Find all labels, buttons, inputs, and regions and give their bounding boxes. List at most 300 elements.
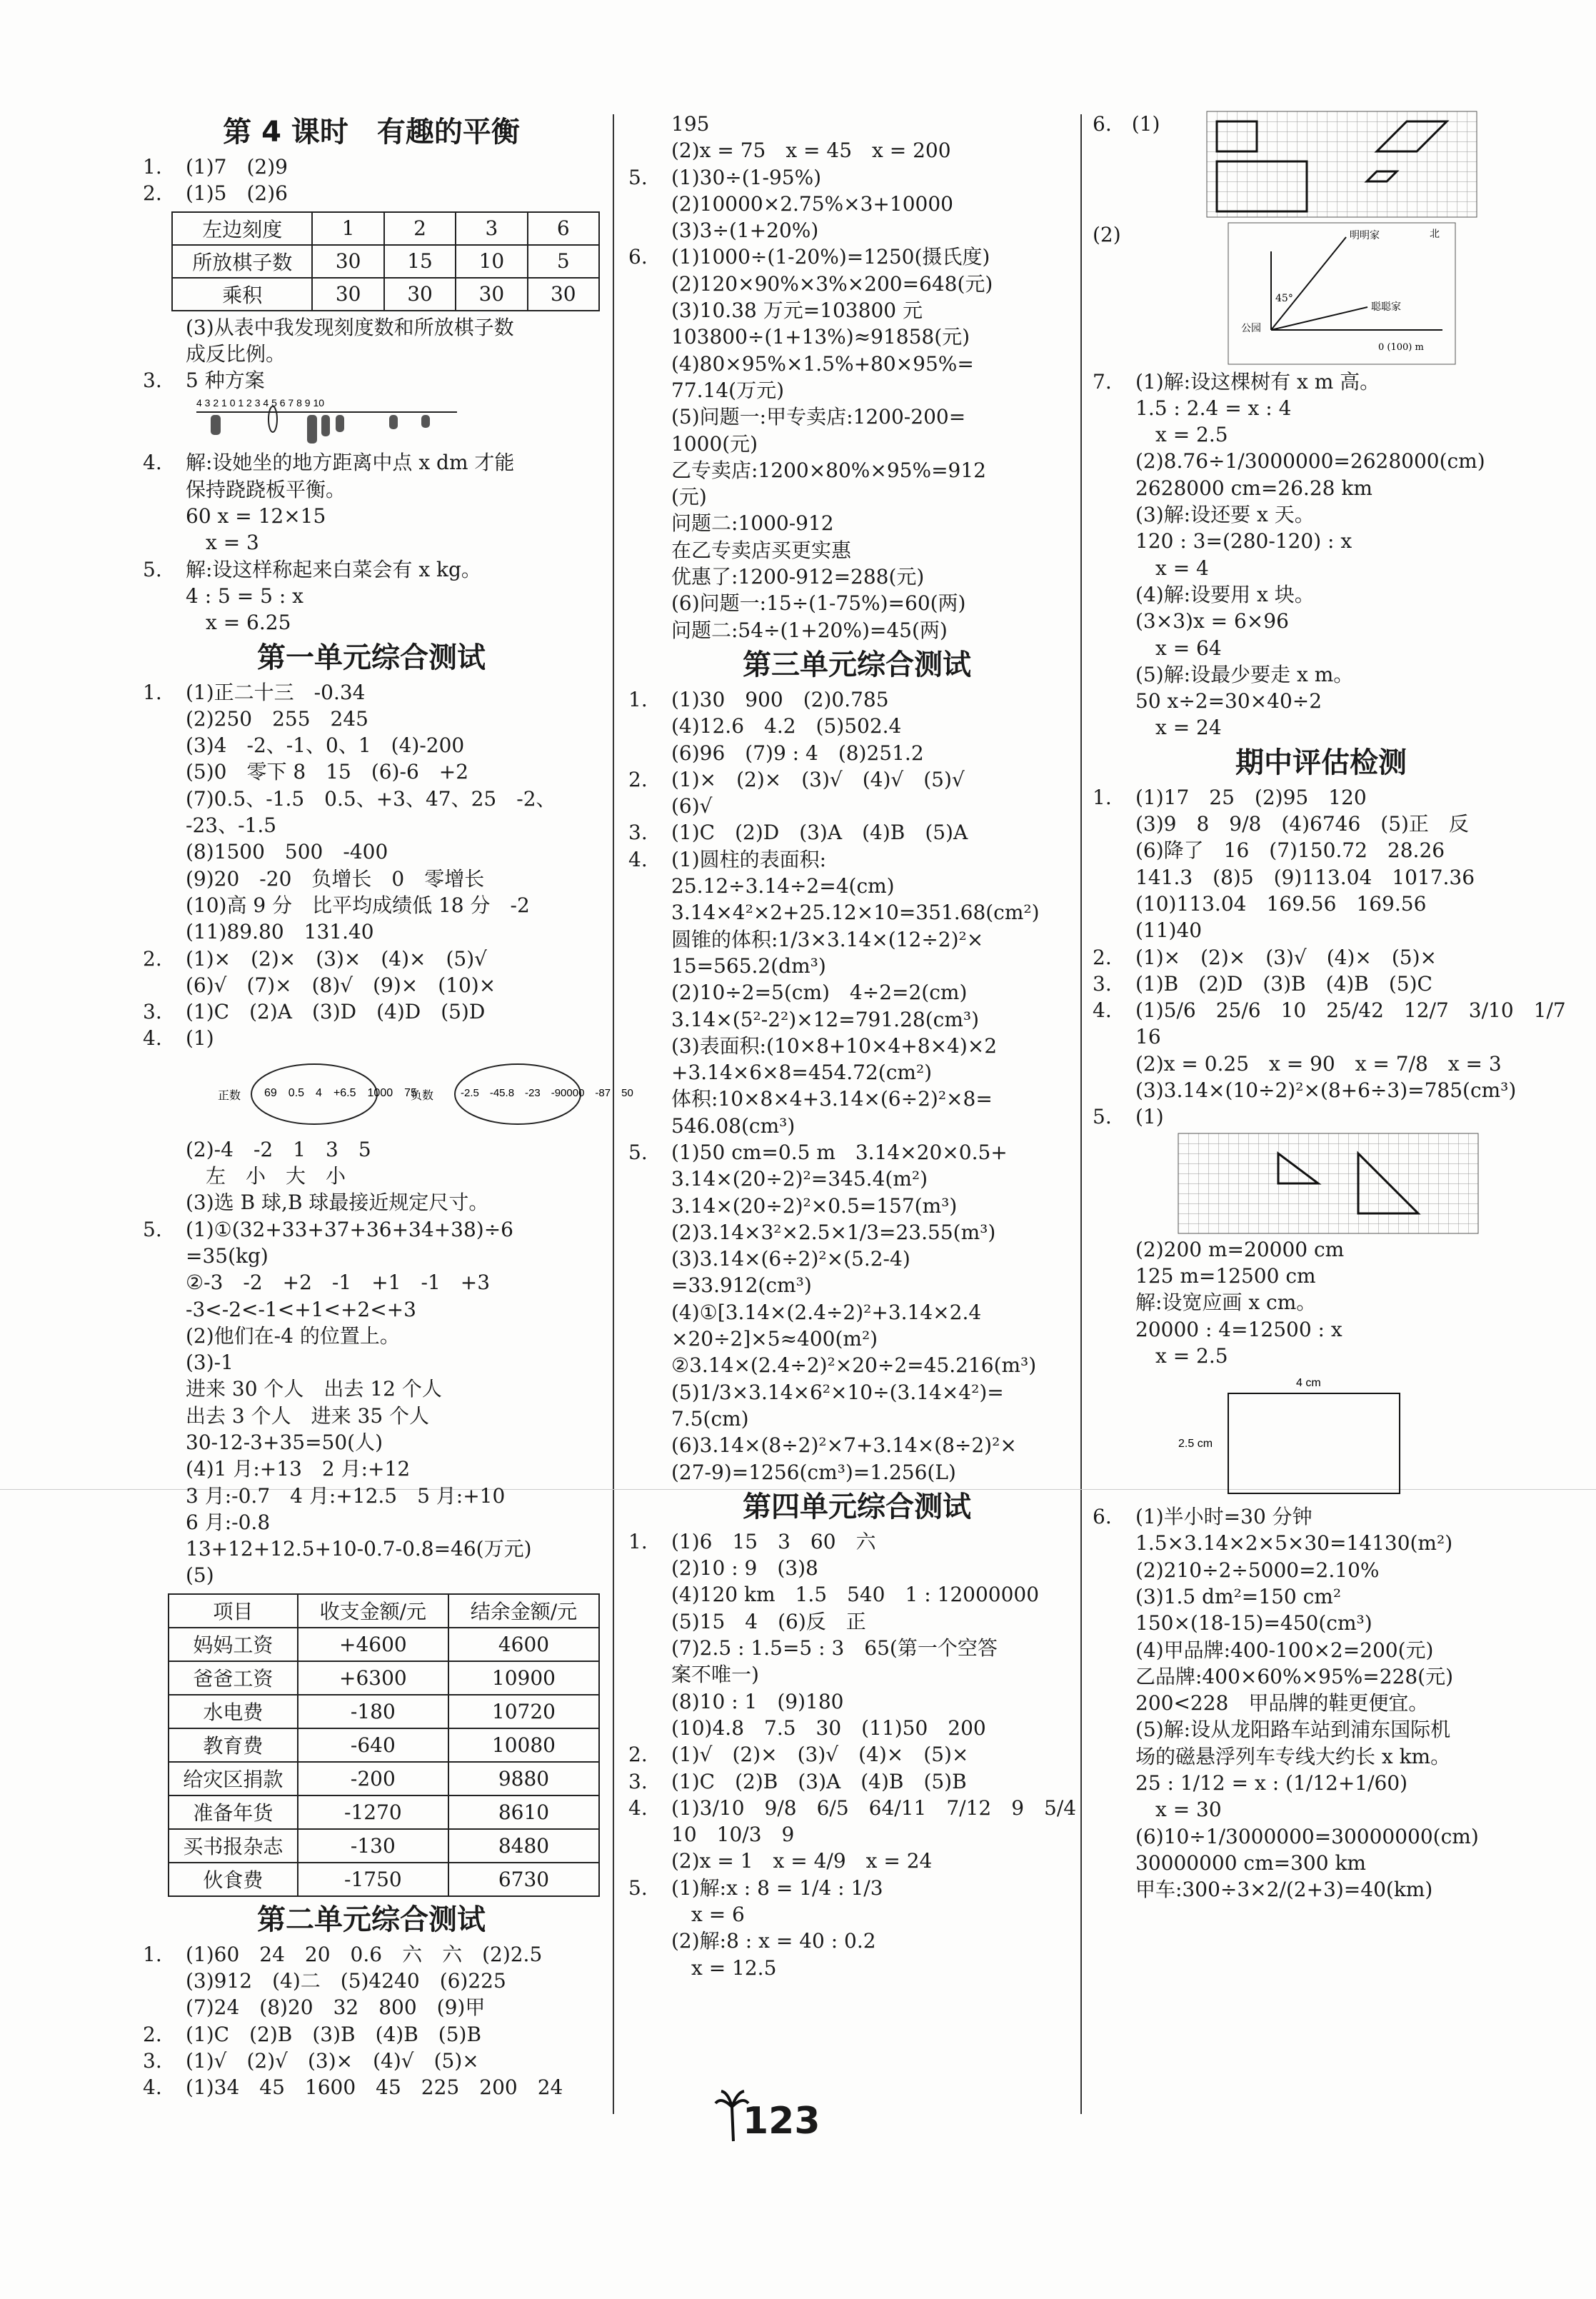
answer-line xyxy=(628,899,1085,926)
answer-text: (2)10 : 9 (3)8 xyxy=(671,1556,818,1581)
answer-text: 141.3 (8)5 (9)113.04 1017.36 xyxy=(1135,865,1475,889)
answer-text: 50 x÷2=30×40÷2 xyxy=(1135,689,1323,713)
answer-block xyxy=(143,1136,600,1589)
answer-block xyxy=(1093,1503,1550,1903)
answer-text: (3×3)x = 6×96 xyxy=(1135,609,1289,633)
answer-line xyxy=(628,1635,1085,1661)
answer-line xyxy=(1093,1077,1550,1103)
answer-line xyxy=(628,1821,1085,1848)
table-cell: 3 xyxy=(456,212,527,245)
answer-line xyxy=(1093,1316,1550,1343)
answer-text: 15=565.2(dm³) xyxy=(671,953,826,978)
page-number: 123 xyxy=(743,2100,820,2143)
answer-line xyxy=(628,297,1085,324)
table-row xyxy=(169,1661,599,1695)
answer-line xyxy=(628,793,1085,819)
table-cell: +6300 xyxy=(298,1661,448,1695)
answer-text: (1) xyxy=(1135,1105,1164,1129)
map-label-angle: 45° xyxy=(1275,292,1293,304)
answer-line xyxy=(628,740,1085,766)
answer-line xyxy=(1093,395,1550,421)
answer-text: (5)15 4 (6)反 正 xyxy=(671,1609,866,1633)
answer-text: (1)①(32+33+37+36+34+38)÷6 xyxy=(186,1217,513,1241)
answer-line xyxy=(628,1166,1085,1192)
answer-text: (5)解:设最少要走 x m。 xyxy=(1135,662,1354,686)
answer-text: (1)7 (2)9 xyxy=(186,155,288,179)
table-cell: -1270 xyxy=(298,1795,448,1829)
answer-text: 6 月:-0.8 xyxy=(186,1510,271,1534)
answer-line xyxy=(628,1848,1085,1874)
answer-line xyxy=(628,1688,1085,1715)
answer-line xyxy=(143,706,600,732)
map-label-cong: 聪聪家 xyxy=(1371,301,1401,313)
answer-text: x = 4 xyxy=(1135,556,1209,580)
answer-text: (1)60 24 20 0.6 六 六 (2)2.5 xyxy=(186,1942,543,1966)
answer-line xyxy=(628,164,1085,191)
midterm-title: 期中评估检测 xyxy=(1235,746,1407,779)
grid-shapes-diagram xyxy=(1207,111,1478,219)
answer-line xyxy=(628,1955,1085,1981)
item-number: 5. xyxy=(143,1217,162,1241)
answer-line xyxy=(628,1326,1085,1352)
answer-text: ②-3 -2 +2 -1 +1 -1 +3 xyxy=(186,1271,491,1295)
column-divider-left xyxy=(613,114,614,2114)
answer-text: (3)1.5 dm²=150 cm² xyxy=(1135,1584,1342,1608)
answer-text: (6)3.14×(8÷2)²×7+3.14×(8÷2)²× xyxy=(671,1433,1017,1458)
answer-text: (6)10÷1/3000000=30000000(cm) xyxy=(1135,1824,1479,1848)
table-row xyxy=(169,1795,599,1829)
answer-line xyxy=(143,609,600,636)
grid-shapes-figure xyxy=(1207,111,1550,219)
answer-line xyxy=(628,1033,1085,1059)
answer-line xyxy=(143,1456,600,1482)
item-number: 1. xyxy=(1093,785,1112,809)
answer-line xyxy=(628,1555,1085,1581)
table-cell: -130 xyxy=(298,1829,448,1863)
answer-line xyxy=(1093,1796,1550,1823)
answer-text: (1)C (2)A (3)D (4)D (5)D xyxy=(186,1000,486,1024)
answer-line xyxy=(628,1795,1085,1821)
item-number: 3. xyxy=(143,1000,162,1024)
answer-line xyxy=(628,1113,1085,1139)
answer-text: 13+12+12.5+10-0.7-0.8=46(万元) xyxy=(186,1537,532,1561)
answer-line xyxy=(1093,811,1550,837)
answer-text: (2)3.14×3²×2.5×1/3=23.55(m³) xyxy=(671,1220,996,1244)
answer-line xyxy=(628,1272,1085,1298)
answer-text: 在乙专卖店买更实惠 xyxy=(671,538,852,562)
answer-line xyxy=(628,1459,1085,1486)
answer-text: (11)40 xyxy=(1135,918,1203,943)
answer-line xyxy=(143,1968,600,1994)
answer-text: (4)12.6 4.2 (5)502.4 xyxy=(671,714,902,738)
answer-text: (1)30 900 (2)0.785 xyxy=(671,687,889,711)
item-number: 1. xyxy=(628,1529,648,1553)
ruler-scale-labels: 4 3 2 1 0 1 2 3 4 5 6 7 8 9 10 xyxy=(196,397,325,409)
answer-line xyxy=(143,503,600,529)
answer-text: x = 64 xyxy=(1135,636,1222,660)
table-row xyxy=(169,1628,599,1661)
answer-line xyxy=(628,617,1085,643)
answer-text: 200<228 甲品牌的鞋更便宜。 xyxy=(1135,1691,1429,1716)
item-number: 2. xyxy=(143,181,162,206)
answer-block xyxy=(628,111,1085,643)
item-number: 4. xyxy=(628,847,648,871)
answer-line xyxy=(628,1741,1085,1768)
answer-text: (1)30÷(1-95%) xyxy=(671,165,822,189)
item6-2-label: (2) xyxy=(1093,223,1121,247)
answer-text: 圆锥的体积:1/3×3.14×(12÷2)²× xyxy=(671,927,984,951)
answer-line xyxy=(1093,555,1550,581)
item-number: 5. xyxy=(628,1140,648,1164)
answer-line xyxy=(628,431,1085,457)
answer-line xyxy=(1093,837,1550,863)
table-cell: 10900 xyxy=(448,1661,599,1695)
number-sets-figure xyxy=(143,1055,633,1133)
answer-line xyxy=(1093,661,1550,688)
table-row xyxy=(169,1829,599,1863)
answer-text: -23、-1.5 xyxy=(186,813,277,838)
answer-line xyxy=(143,679,600,706)
answer-text: (5)问题一:甲专卖店:1200-200= xyxy=(671,405,966,429)
table-cell: 10 xyxy=(456,245,527,278)
item-number: 4. xyxy=(143,2075,162,2100)
answer-text: (1)圆柱的表面积: xyxy=(671,847,827,871)
answer-line xyxy=(1093,784,1550,811)
answer-text: (5)0 零下 8 15 (6)-6 +2 xyxy=(186,760,469,784)
answer-text: (1)解:x : 8 = 1/4 : 1/3 xyxy=(671,1875,883,1900)
answer-line xyxy=(628,1299,1085,1326)
answer-text: (4)解:设要用 x 块。 xyxy=(1135,582,1315,606)
answer-text: x = 24 xyxy=(1135,716,1222,740)
answer-line xyxy=(628,510,1085,536)
table-row xyxy=(169,1863,599,1896)
answer-line xyxy=(628,1086,1085,1112)
answer-line xyxy=(1093,1850,1550,1876)
answer-block xyxy=(143,679,600,1052)
answer-text: (1)解:设这棵树有 x m 高。 xyxy=(1135,369,1380,394)
item-number: 2. xyxy=(628,1743,648,1767)
answer-line xyxy=(1093,1610,1550,1636)
answer-line xyxy=(143,367,600,394)
answer-text: 2628000 cm=26.28 km xyxy=(1135,476,1372,500)
answer-line xyxy=(1093,971,1550,997)
answer-line xyxy=(1093,1663,1550,1690)
answer-line xyxy=(628,1352,1085,1378)
answer-text: (11)89.80 131.40 xyxy=(186,920,374,944)
answer-text: 125 m=12500 cm xyxy=(1135,1263,1316,1288)
answer-text: (1) xyxy=(186,1026,214,1051)
table-cell: 30 xyxy=(312,278,383,311)
answer-line xyxy=(628,1006,1085,1033)
answer-line xyxy=(143,732,600,758)
answer-line xyxy=(143,1296,600,1323)
answer-line xyxy=(143,1243,600,1269)
answer-text: (1)6 15 3 60 六 xyxy=(671,1529,876,1553)
section-title-lesson4: 第 4 课时 有趣的平衡 xyxy=(223,116,520,149)
answer-line xyxy=(628,244,1085,270)
answer-text: (6)问题一:15÷(1-75%)=60(两) xyxy=(671,591,966,616)
column-3 xyxy=(1093,111,1566,1903)
answer-line xyxy=(143,1323,600,1349)
answer-text: (1)34 45 1600 45 225 200 24 xyxy=(186,2075,563,2100)
answer-block xyxy=(1093,369,1550,741)
answer-text: (3)10.38 万元=103800 元 xyxy=(671,299,923,323)
answer-text: (1)5/6 25/6 10 25/42 12/7 3/10 1/7 xyxy=(1135,998,1566,1023)
answer-text: (3)3÷(1+20%) xyxy=(671,219,819,243)
answer-text: (1)C (2)D (3)A (4)B (5)A xyxy=(671,821,968,845)
answer-text: (3)选 B 球,B 球最接近规定尺寸。 xyxy=(186,1191,489,1215)
answer-line xyxy=(628,377,1085,404)
answer-text: (7)2.5 : 1.5=5 : 3 65(第一个空答 xyxy=(671,1636,998,1661)
answer-text: (8)10 : 1 (9)180 xyxy=(671,1689,844,1713)
answer-text: (5) xyxy=(186,1563,214,1588)
answer-line xyxy=(143,1216,600,1243)
item-number: 5. xyxy=(143,557,162,581)
answer-line xyxy=(1093,448,1550,474)
answer-text: (7)0.5、-1.5 0.5、+3、47、25 -2、 xyxy=(186,786,556,811)
answer-text: (7)24 (8)20 32 800 (9)甲 xyxy=(186,1995,486,2020)
triangle-grid-figure xyxy=(1178,1133,1550,1233)
answer-line xyxy=(1093,1716,1550,1743)
answer-text: (1)√ (2)× (3)√ (4)× (5)× xyxy=(671,1743,969,1767)
answer-text: (3)从表中我发现刻度数和所放棋子数 xyxy=(186,315,514,339)
item-number: 2. xyxy=(143,946,162,971)
answer-line xyxy=(1093,1503,1550,1530)
answer-text: 60 x = 12×15 xyxy=(186,504,326,529)
item-number: 5. xyxy=(628,1875,648,1900)
table-row xyxy=(169,1594,599,1628)
table-row xyxy=(169,1695,599,1728)
answer-line xyxy=(1093,1343,1550,1369)
item-number: 1. xyxy=(143,680,162,704)
answer-line xyxy=(628,217,1085,244)
answer-line xyxy=(628,271,1085,297)
answer-text: (1)17 25 (2)95 120 xyxy=(1135,785,1367,809)
answer-block xyxy=(143,1941,600,2101)
rectangle-diagram xyxy=(1157,1372,1457,1501)
answer-text: (5)解:设从龙阳路车站到浦东国际机 xyxy=(1135,1718,1451,1742)
answer-text: ×20÷2]×5≈400(m²) xyxy=(671,1327,878,1351)
answer-line xyxy=(143,180,600,206)
answer-text: (2)x = 75 x = 45 x = 200 xyxy=(671,139,951,163)
answer-line xyxy=(143,998,600,1025)
answer-text: (2)x = 1 x = 4/9 x = 24 xyxy=(671,1849,933,1873)
answer-text: (3)-1 xyxy=(186,1351,234,1375)
answer-line xyxy=(628,324,1085,350)
table-row xyxy=(169,1728,599,1762)
answer-text: (2)解:8 : x = 40 : 0.2 xyxy=(671,1929,876,1953)
answer-text: (1)× (2)× (3)√ (4)× (5)× xyxy=(1135,945,1437,969)
answer-text: (4)甲品牌:400-100×2=200(元) xyxy=(1135,1638,1434,1662)
answer-line xyxy=(143,786,600,812)
answer-line xyxy=(1093,1236,1550,1263)
answer-line xyxy=(628,537,1085,564)
rect-width-label: 4 cm xyxy=(1296,1377,1321,1390)
item-number: 1. xyxy=(143,1942,162,1966)
table-cell: 5 xyxy=(528,245,599,278)
answer-text: (3)9 8 9/8 (4)6746 (5)正 反 xyxy=(1135,812,1469,836)
answer-text: x = 6.25 xyxy=(186,611,291,635)
answer-block xyxy=(143,449,600,636)
item-number: 2. xyxy=(628,767,648,791)
answer-text: 77.14(万元) xyxy=(671,378,785,402)
answer-text: ②3.14×(2.4÷2)²×20÷2=45.216(m³) xyxy=(671,1353,1037,1378)
answer-text: (1)3/10 9/8 6/5 64/11 7/12 9 5/4 xyxy=(671,1795,1077,1820)
answer-text: 30000000 cm=300 km xyxy=(1135,1850,1366,1875)
table-cell: 准备年货 xyxy=(169,1795,298,1829)
table-row xyxy=(172,278,599,311)
answer-line xyxy=(1093,1103,1550,1130)
answer-text: (3)3.14×(6÷2)²×(5.2-4) xyxy=(671,1247,910,1271)
answer-line xyxy=(628,1246,1085,1272)
answer-text: 保持跷跷板平衡。 xyxy=(186,477,346,501)
answer-line xyxy=(1093,1690,1550,1716)
item-number: 3. xyxy=(1093,971,1112,996)
answer-line xyxy=(143,1941,600,1968)
answer-text: (2)120×90%×3%×200=648(元) xyxy=(671,271,993,296)
table-cell: 6730 xyxy=(448,1863,599,1896)
ruler-figure xyxy=(193,396,600,446)
answer-text: 问题二:54÷(1+20%)=45(两) xyxy=(671,618,948,642)
answer-line xyxy=(628,111,1085,137)
answer-block xyxy=(1093,784,1566,1131)
answer-text: (4)80×95%×1.5%+80×95%= xyxy=(671,351,974,376)
answer-text: (4)120 km 1.5 540 1 : 12000000 xyxy=(671,1583,1040,1607)
answer-text: (10)高 9 分 比平均成绩低 18 分 -2 xyxy=(186,893,530,917)
number-sets-diagram xyxy=(143,1055,633,1133)
answer-block xyxy=(143,154,600,207)
item-number: 4. xyxy=(628,1795,648,1820)
answer-line xyxy=(143,1483,600,1509)
answer-text: 4 : 5 = 5 : x xyxy=(186,583,303,608)
answer-text: =33.912(cm³) xyxy=(671,1273,812,1298)
table-cell: 9880 xyxy=(448,1762,599,1795)
item-number: 3. xyxy=(628,821,648,845)
table-cell: -200 xyxy=(298,1762,448,1795)
table-cell: 给灾区捐款 xyxy=(169,1762,298,1795)
answer-line xyxy=(1093,421,1550,448)
answer-text: (1)C (2)B (3)A (4)B (5)B xyxy=(671,1769,967,1793)
answer-text: 乙品牌:400×60%×95%=228(元) xyxy=(1135,1664,1454,1688)
table-cell: -640 xyxy=(298,1728,448,1762)
rectangle-figure xyxy=(1157,1372,1550,1501)
answer-text: 解:设她坐的地方距离中点 x dm 才能 xyxy=(186,451,515,475)
unit4-title: 第四单元综合测试 xyxy=(743,1490,971,1523)
answer-text: x = 3 xyxy=(186,531,259,555)
table-cell: 1 xyxy=(312,212,383,245)
answer-line xyxy=(1093,944,1550,971)
answer-text: 场的磁悬浮列车专线大约长 x km。 xyxy=(1135,1744,1451,1768)
answer-text: x = 30 xyxy=(1135,1798,1222,1822)
answer-line xyxy=(143,1403,600,1429)
answer-line xyxy=(1093,917,1550,943)
answer-line xyxy=(628,819,1085,846)
answer-text: (6)96 (7)9 : 4 (8)251.2 xyxy=(671,741,924,765)
answer-line xyxy=(143,866,600,892)
money-table xyxy=(168,1593,600,1897)
answer-text: (3)3.14×(10÷2)²×(8+6÷3)=785(cm³) xyxy=(1135,1078,1517,1103)
item-number: 5. xyxy=(1093,1105,1112,1129)
answer-text: 问题二:1000-912 xyxy=(671,511,834,536)
answer-line xyxy=(143,918,600,945)
map-label-scale: 0 (100) m xyxy=(1378,341,1424,353)
answer-text: 优惠了:1200-912=288(元) xyxy=(671,565,925,589)
answer-text: 3.14×4²×2+25.12×10=351.68(cm²) xyxy=(671,901,1040,925)
answer-line xyxy=(628,686,1085,713)
answer-block xyxy=(628,1528,1085,1981)
answer-text: (1)× (2)× (3)√ (4)√ (5)√ xyxy=(671,767,965,791)
answer-text: (3)解:设还要 x 天。 xyxy=(1135,503,1315,527)
item-number: 4. xyxy=(143,451,162,475)
column-1 xyxy=(143,111,633,2101)
answer-line xyxy=(1093,1051,1550,1077)
answer-line xyxy=(1093,501,1550,528)
table-cell: -180 xyxy=(298,1695,448,1728)
answer-text: (10)113.04 169.56 169.56 xyxy=(1135,891,1427,916)
item-number: 4. xyxy=(143,1026,162,1051)
answer-line xyxy=(628,484,1085,510)
answer-line xyxy=(628,1768,1085,1795)
answer-text: 案不唯一) xyxy=(671,1663,759,1687)
answer-text: (1)50 cm=0.5 m 3.14×20×0.5+ xyxy=(671,1140,1008,1164)
answer-text: 16 xyxy=(1135,1025,1161,1049)
answer-line xyxy=(143,476,600,503)
table-cell: 6 xyxy=(528,212,599,245)
answer-text: (10)4.8 7.5 30 (11)50 200 xyxy=(671,1716,986,1740)
answer-line xyxy=(628,1219,1085,1246)
answer-text: (5)1/3×3.14×6²×10÷(3.14×4²)= xyxy=(671,1380,1004,1404)
answer-line xyxy=(143,1994,600,2020)
answer-text: =35(kg) xyxy=(186,1243,268,1268)
answer-line xyxy=(143,1429,600,1456)
answer-text: +3.14×6×8=454.72(cm²) xyxy=(671,1061,933,1085)
answer-line xyxy=(628,1661,1085,1688)
answer-text: (1)5 (2)6 xyxy=(186,181,288,206)
answer-line xyxy=(143,1136,600,1163)
answer-text: (1)半小时=30 分钟 xyxy=(1135,1505,1313,1529)
item-number: 1. xyxy=(628,687,648,711)
answer-line xyxy=(628,1139,1085,1166)
answer-line xyxy=(1093,1289,1550,1316)
answer-line xyxy=(143,583,600,609)
answer-text: x = 2.5 xyxy=(1135,1343,1228,1368)
unit1-title: 第一单元综合测试 xyxy=(257,641,486,674)
table-cell: 妈妈工资 xyxy=(169,1628,298,1661)
answer-line xyxy=(1093,528,1550,554)
answer-line xyxy=(143,812,600,838)
answer-line xyxy=(628,953,1085,979)
answer-text: (元) xyxy=(671,485,707,509)
answer-text: 左 小 大 小 xyxy=(186,1164,346,1188)
table-cell: 伙食费 xyxy=(169,1863,298,1896)
answer-line xyxy=(143,1163,600,1189)
answer-text: (1)C (2)B (3)B (4)B (5)B xyxy=(186,2022,482,2046)
answer-line xyxy=(1093,891,1550,917)
answer-line xyxy=(143,838,600,865)
answer-line xyxy=(143,1376,600,1402)
table-row xyxy=(172,245,599,278)
answer-line xyxy=(628,766,1085,793)
answer-line xyxy=(143,529,600,556)
map-diagram xyxy=(1228,223,1457,366)
answer-line xyxy=(143,972,600,998)
answer-line xyxy=(628,457,1085,484)
answer-text: (2)250 255 245 xyxy=(186,706,368,731)
answer-line xyxy=(628,713,1085,739)
unit2-title: 第二单元综合测试 xyxy=(257,1903,486,1936)
table-cell: 30 xyxy=(312,245,383,278)
answer-line xyxy=(628,1379,1085,1406)
